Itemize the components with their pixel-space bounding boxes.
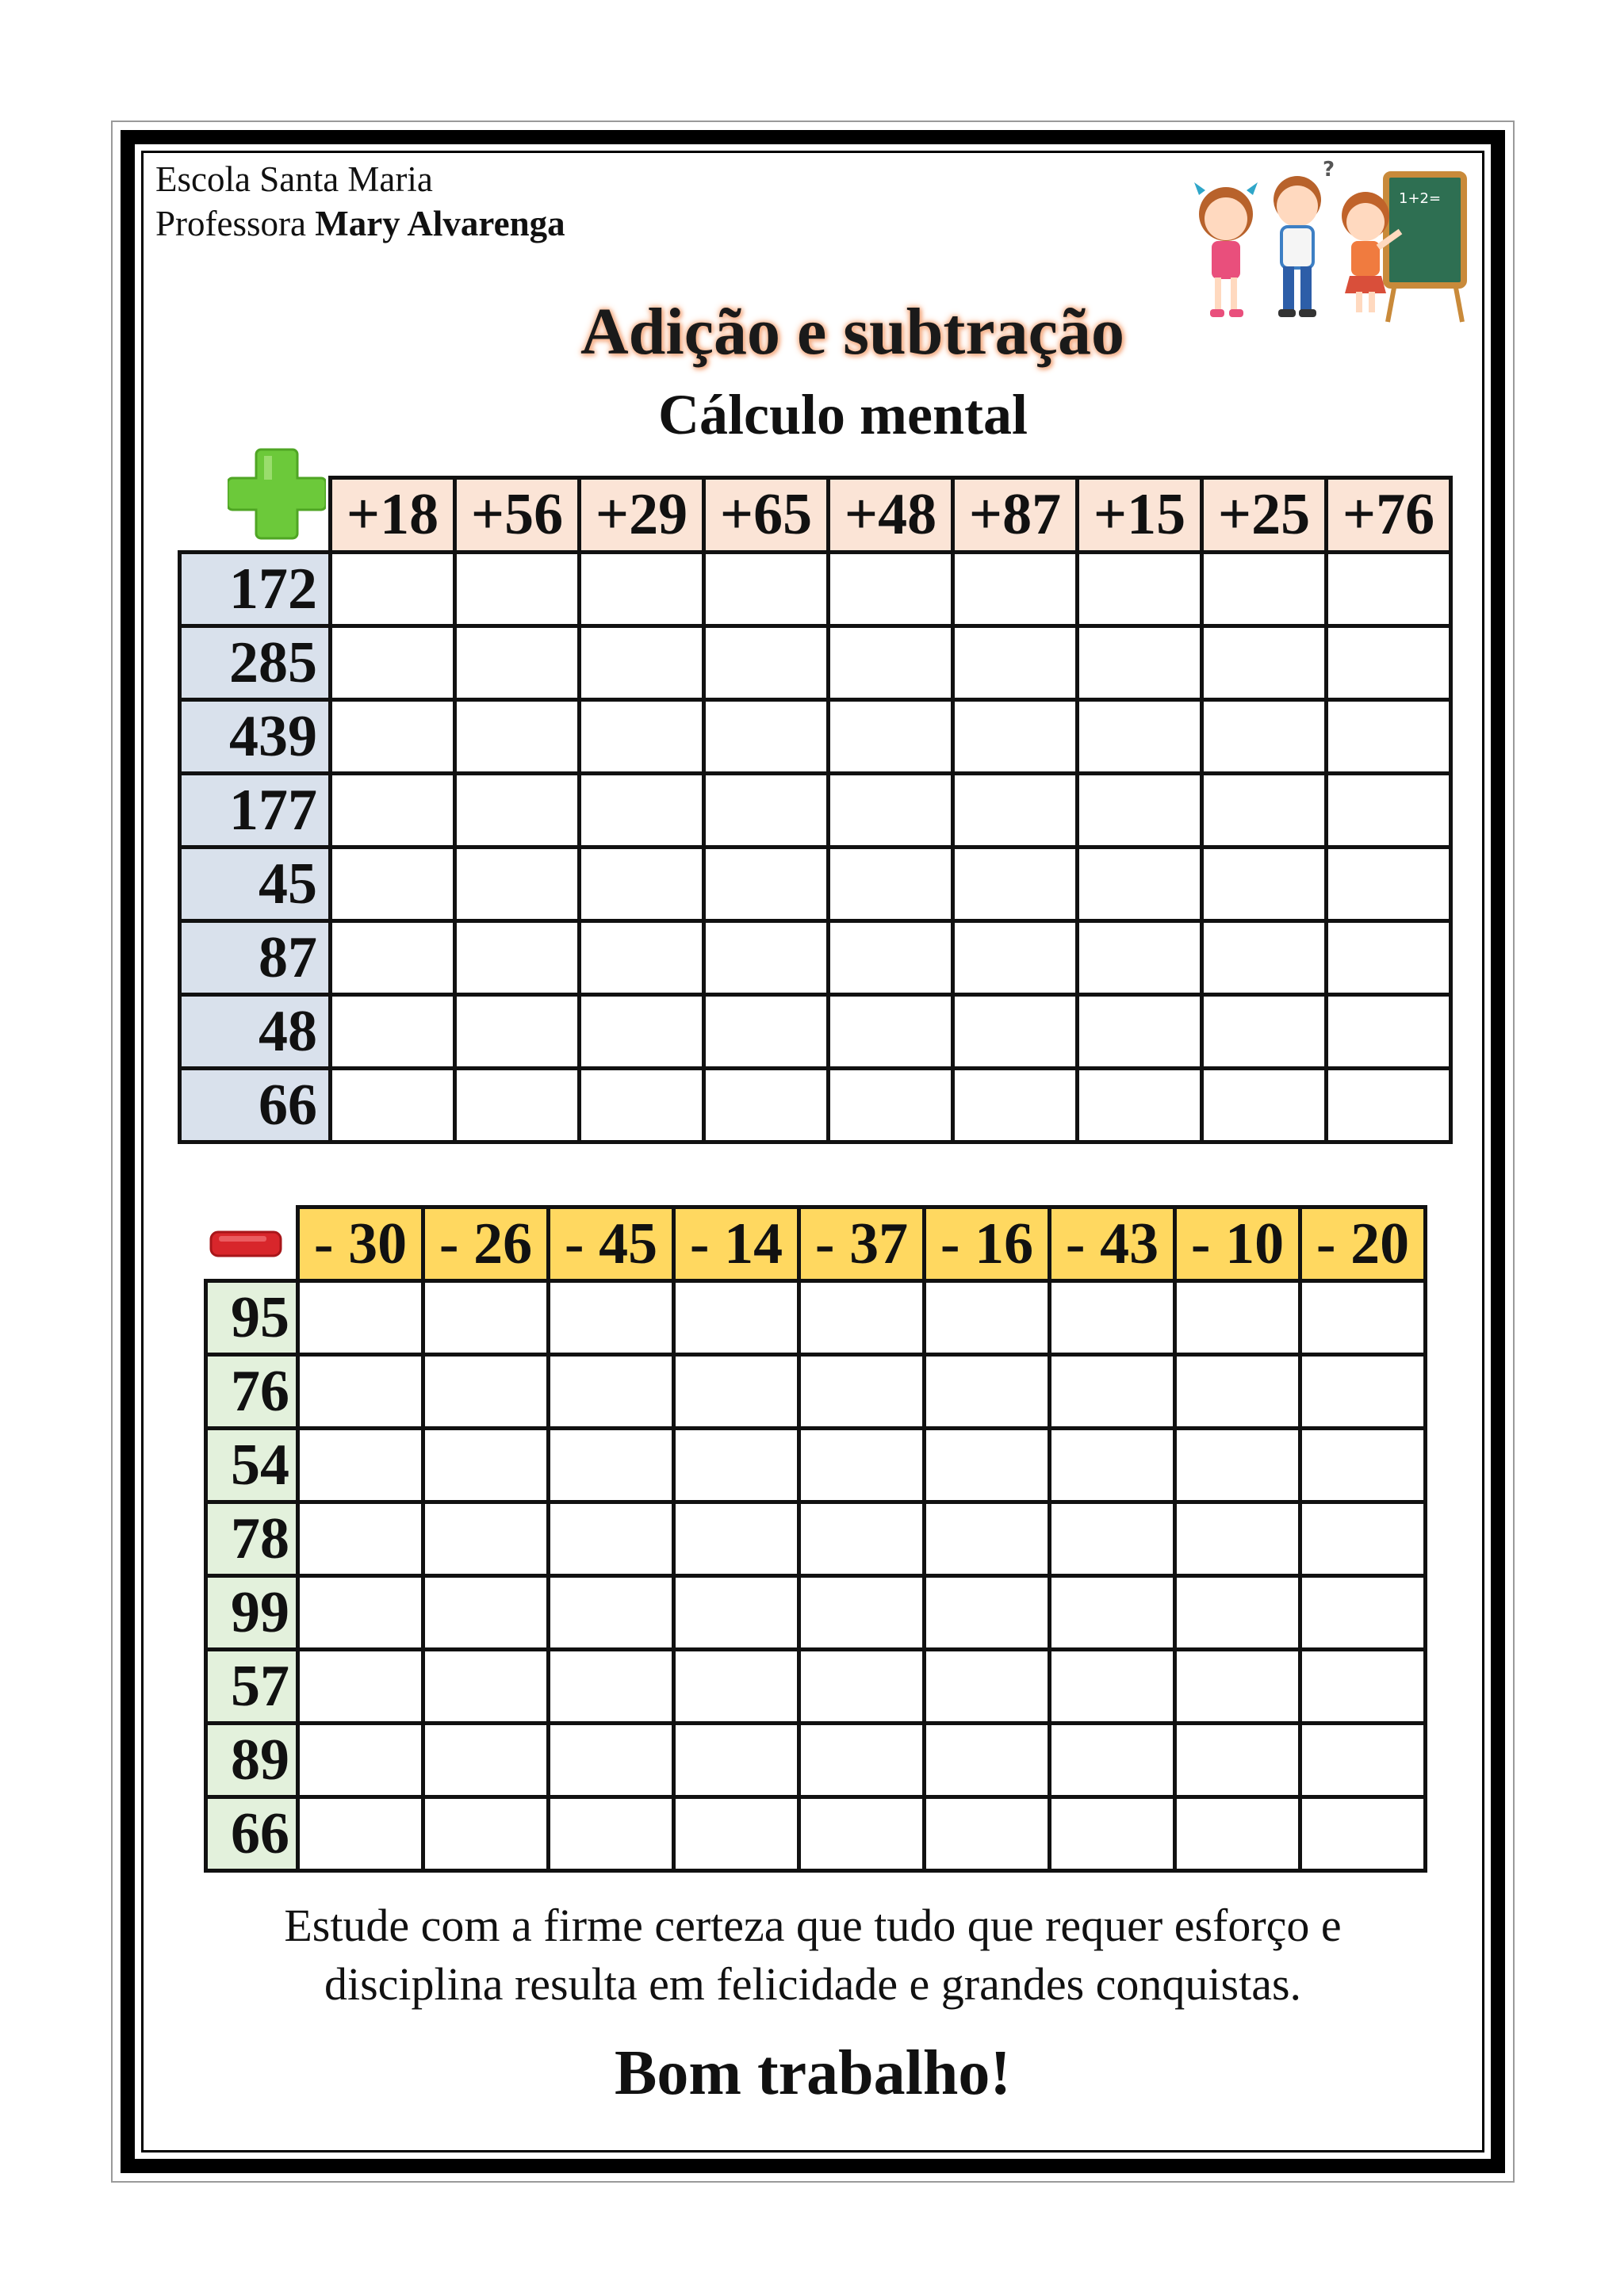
answer-cell[interactable] <box>423 1797 549 1871</box>
teacher-line <box>155 201 565 246</box>
answer-cell[interactable] <box>953 626 1078 700</box>
answer-cell[interactable] <box>1202 626 1327 700</box>
answer-cell[interactable] <box>674 1281 799 1355</box>
answer-cell[interactable] <box>953 921 1078 995</box>
addition-row-label: 285 <box>180 626 331 700</box>
subtraction-row-label: 57 <box>206 1650 298 1724</box>
addition-header-cell: +87 <box>953 478 1078 553</box>
answer-cell[interactable] <box>799 1797 925 1871</box>
answer-cell[interactable] <box>1078 626 1202 700</box>
addition-header-cell: +56 <box>455 478 580 553</box>
answer-cell[interactable] <box>953 1069 1078 1142</box>
answer-cell[interactable] <box>1300 1429 1426 1502</box>
subtraction-row-label: 76 <box>206 1355 298 1429</box>
answer-cell[interactable] <box>1050 1650 1175 1724</box>
answer-cell[interactable] <box>331 995 455 1069</box>
answer-cell[interactable] <box>1300 1355 1426 1429</box>
answer-cell[interactable] <box>1078 553 1202 626</box>
answer-cell[interactable] <box>674 1724 799 1797</box>
answer-cell[interactable] <box>298 1724 423 1797</box>
answer-cell[interactable] <box>704 921 829 995</box>
addition-row-label: 66 <box>180 1069 331 1142</box>
answer-cell[interactable] <box>455 921 580 995</box>
answer-cell[interactable] <box>1175 1429 1300 1502</box>
answer-cell[interactable] <box>674 1502 799 1576</box>
answer-cell[interactable] <box>423 1650 549 1724</box>
answer-cell[interactable] <box>704 553 829 626</box>
answer-cell[interactable] <box>1078 995 1202 1069</box>
answer-cell[interactable] <box>925 1281 1050 1355</box>
answer-cell[interactable] <box>331 848 455 921</box>
answer-cell[interactable] <box>829 921 953 995</box>
addition-header-cell: +48 <box>829 478 953 553</box>
subtraction-row-label: 78 <box>206 1502 298 1576</box>
answer-cell[interactable] <box>455 553 580 626</box>
answer-cell[interactable] <box>1327 774 1451 848</box>
subtraction-corner <box>206 1207 298 1281</box>
answer-cell[interactable] <box>1300 1576 1426 1650</box>
answer-cell[interactable] <box>1175 1797 1300 1871</box>
answer-cell[interactable] <box>1202 553 1327 626</box>
answer-cell[interactable] <box>1050 1355 1175 1429</box>
addition-table <box>178 476 1453 1144</box>
answer-cell[interactable] <box>549 1502 674 1576</box>
subtraction-row-label: 54 <box>206 1429 298 1502</box>
answer-cell[interactable] <box>331 626 455 700</box>
addition-header-cell: +29 <box>580 478 704 553</box>
answer-cell[interactable] <box>298 1797 423 1871</box>
subtraction-row-label: 89 <box>206 1724 298 1797</box>
answer-cell[interactable] <box>925 1797 1050 1871</box>
board-text: 1+2= <box>1399 190 1442 207</box>
school-name: Escola Santa Maria <box>155 159 433 199</box>
answer-cell[interactable] <box>953 774 1078 848</box>
answer-cell[interactable] <box>1327 848 1451 921</box>
answer-cell[interactable] <box>1327 1069 1451 1142</box>
answer-cell[interactable] <box>1078 848 1202 921</box>
answer-cell[interactable] <box>1050 1797 1175 1871</box>
subtraction-header-cell: - 30 <box>298 1207 423 1281</box>
answer-cell[interactable] <box>674 1429 799 1502</box>
answer-cell[interactable] <box>423 1355 549 1429</box>
answer-cell[interactable] <box>331 553 455 626</box>
answer-cell[interactable] <box>423 1502 549 1576</box>
answer-cell[interactable] <box>829 848 953 921</box>
addition-row-label: 87 <box>180 921 331 995</box>
answer-cell[interactable] <box>704 774 829 848</box>
answer-cell[interactable] <box>580 774 704 848</box>
answer-cell[interactable] <box>1202 700 1327 774</box>
answer-cell[interactable] <box>1050 1502 1175 1576</box>
answer-cell[interactable] <box>1202 921 1327 995</box>
answer-cell[interactable] <box>331 921 455 995</box>
answer-cell[interactable] <box>704 626 829 700</box>
teacher-prefix: Professora <box>155 204 306 243</box>
subtraction-header-cell: - 10 <box>1175 1207 1300 1281</box>
answer-cell[interactable] <box>298 1281 423 1355</box>
answer-cell[interactable] <box>925 1576 1050 1650</box>
answer-cell[interactable] <box>829 700 953 774</box>
worksheet-subtitle: Cálculo mental <box>658 383 1028 446</box>
answer-cell[interactable] <box>704 848 829 921</box>
answer-cell[interactable] <box>423 1576 549 1650</box>
answer-cell[interactable] <box>298 1502 423 1576</box>
answer-cell[interactable] <box>1078 700 1202 774</box>
answer-cell[interactable] <box>704 1069 829 1142</box>
addition-header-cell: +18 <box>331 478 455 553</box>
answer-cell[interactable] <box>1327 995 1451 1069</box>
answer-cell[interactable] <box>1078 774 1202 848</box>
answer-cell[interactable] <box>1327 553 1451 626</box>
answer-cell[interactable] <box>1327 626 1451 700</box>
addition-row-label: 172 <box>180 553 331 626</box>
answer-cell[interactable] <box>331 774 455 848</box>
answer-cell[interactable] <box>1327 921 1451 995</box>
answer-cell[interactable] <box>549 1355 674 1429</box>
worksheet-title: Adição e subtração <box>580 295 1124 369</box>
answer-cell[interactable] <box>1300 1281 1426 1355</box>
answer-cell[interactable] <box>298 1429 423 1502</box>
subtraction-row-label: 95 <box>206 1281 298 1355</box>
subtraction-header-cell: - 26 <box>423 1207 549 1281</box>
answer-cell[interactable] <box>1300 1797 1426 1871</box>
answer-cell[interactable] <box>549 1650 674 1724</box>
plus-icon <box>228 445 326 543</box>
answer-cell[interactable] <box>925 1429 1050 1502</box>
answer-cell[interactable] <box>953 553 1078 626</box>
answer-cell[interactable] <box>580 995 704 1069</box>
motivational-line-2: disciplina resulta em felicidade e grandes conquistas. <box>324 1958 1302 2010</box>
answer-cell[interactable] <box>829 553 953 626</box>
answer-cell[interactable] <box>674 1355 799 1429</box>
answer-cell[interactable] <box>331 1069 455 1142</box>
subtraction-header-cell: - 20 <box>1300 1207 1426 1281</box>
answer-cell[interactable] <box>1175 1502 1300 1576</box>
answer-cell[interactable] <box>925 1502 1050 1576</box>
answer-cell[interactable] <box>674 1576 799 1650</box>
addition-corner <box>180 478 331 553</box>
subtraction-header-cell: - 16 <box>925 1207 1050 1281</box>
answer-cell[interactable] <box>455 626 580 700</box>
answer-cell[interactable] <box>580 700 704 774</box>
subtraction-row-label: 66 <box>206 1797 298 1871</box>
answer-cell[interactable] <box>298 1576 423 1650</box>
answer-cell[interactable] <box>1175 1576 1300 1650</box>
answer-cell[interactable] <box>925 1724 1050 1797</box>
answer-cell[interactable] <box>580 553 704 626</box>
answer-cell[interactable] <box>580 848 704 921</box>
addition-header-cell: +76 <box>1327 478 1451 553</box>
answer-cell[interactable] <box>953 848 1078 921</box>
answer-cell[interactable] <box>925 1355 1050 1429</box>
answer-cell[interactable] <box>455 1069 580 1142</box>
answer-cell[interactable] <box>1175 1355 1300 1429</box>
answer-cell[interactable] <box>1300 1650 1426 1724</box>
addition-header-cell: +15 <box>1078 478 1202 553</box>
answer-cell[interactable] <box>799 1429 925 1502</box>
answer-cell[interactable] <box>674 1650 799 1724</box>
answer-cell[interactable] <box>423 1281 549 1355</box>
answer-cell[interactable] <box>829 774 953 848</box>
answer-cell[interactable] <box>704 700 829 774</box>
answer-cell[interactable] <box>1050 1576 1175 1650</box>
answer-cell[interactable] <box>953 995 1078 1069</box>
answer-cell[interactable] <box>799 1502 925 1576</box>
answer-cell[interactable] <box>423 1724 549 1797</box>
answer-cell[interactable] <box>1050 1724 1175 1797</box>
addition-header-cell: +65 <box>704 478 829 553</box>
answer-cell[interactable] <box>549 1281 674 1355</box>
answer-cell[interactable] <box>829 626 953 700</box>
answer-cell[interactable] <box>1202 848 1327 921</box>
addition-row-label: 45 <box>180 848 331 921</box>
answer-cell[interactable] <box>1202 1069 1327 1142</box>
answer-cell[interactable] <box>799 1355 925 1429</box>
answer-cell[interactable] <box>455 848 580 921</box>
answer-cell[interactable] <box>829 1069 953 1142</box>
subtraction-header-cell: - 37 <box>799 1207 925 1281</box>
addition-row-label: 439 <box>180 700 331 774</box>
minus-icon <box>209 1230 282 1258</box>
answer-cell[interactable] <box>549 1797 674 1871</box>
answer-cell[interactable] <box>580 1069 704 1142</box>
answer-cell[interactable] <box>1078 1069 1202 1142</box>
subtraction-header-cell: - 14 <box>674 1207 799 1281</box>
answer-cell[interactable] <box>1175 1724 1300 1797</box>
answer-cell[interactable] <box>1202 774 1327 848</box>
answer-cell[interactable] <box>455 774 580 848</box>
subtraction-table <box>204 1205 1427 1873</box>
subtraction-header-cell: - 43 <box>1050 1207 1175 1281</box>
answer-cell[interactable] <box>799 1281 925 1355</box>
answer-cell[interactable] <box>674 1797 799 1871</box>
answer-cell[interactable] <box>1078 921 1202 995</box>
answer-cell[interactable] <box>549 1724 674 1797</box>
motivational-line-1: Estude com a firme certeza que tudo que requer esforço e <box>284 1900 1342 1951</box>
addition-row-label: 48 <box>180 995 331 1069</box>
answer-cell[interactable] <box>549 1429 674 1502</box>
answer-cell[interactable] <box>1175 1281 1300 1355</box>
answer-cell[interactable] <box>1327 700 1451 774</box>
answer-cell[interactable] <box>298 1650 423 1724</box>
answer-cell[interactable] <box>455 700 580 774</box>
answer-cell[interactable] <box>1050 1429 1175 1502</box>
answer-cell[interactable] <box>1175 1650 1300 1724</box>
answer-cell[interactable] <box>704 995 829 1069</box>
teacher-name: Mary Alvarenga <box>315 204 565 243</box>
answer-cell[interactable] <box>953 700 1078 774</box>
answer-cell[interactable] <box>1300 1502 1426 1576</box>
subtraction-row-label: 99 <box>206 1576 298 1650</box>
answer-cell[interactable] <box>1202 995 1327 1069</box>
answer-cell[interactable] <box>298 1355 423 1429</box>
subtraction-header-cell: - 45 <box>549 1207 674 1281</box>
addition-row-label: 177 <box>180 774 331 848</box>
answer-cell[interactable] <box>580 626 704 700</box>
answer-cell[interactable] <box>455 995 580 1069</box>
motivational-text <box>0 1896 1624 2014</box>
answer-cell[interactable] <box>1300 1724 1426 1797</box>
answer-cell[interactable] <box>549 1576 674 1650</box>
answer-cell[interactable] <box>799 1650 925 1724</box>
answer-cell[interactable] <box>331 700 455 774</box>
addition-header-cell: +25 <box>1202 478 1327 553</box>
svg-text:?: ? <box>1323 159 1335 182</box>
answer-cell[interactable] <box>799 1724 925 1797</box>
answer-cell[interactable] <box>829 995 953 1069</box>
answer-cell[interactable] <box>925 1650 1050 1724</box>
answer-cell[interactable] <box>1050 1281 1175 1355</box>
answer-cell[interactable] <box>580 921 704 995</box>
answer-cell[interactable] <box>423 1429 549 1502</box>
answer-cell[interactable] <box>799 1576 925 1650</box>
closing-text: Bom trabalho! <box>615 2038 1011 2108</box>
